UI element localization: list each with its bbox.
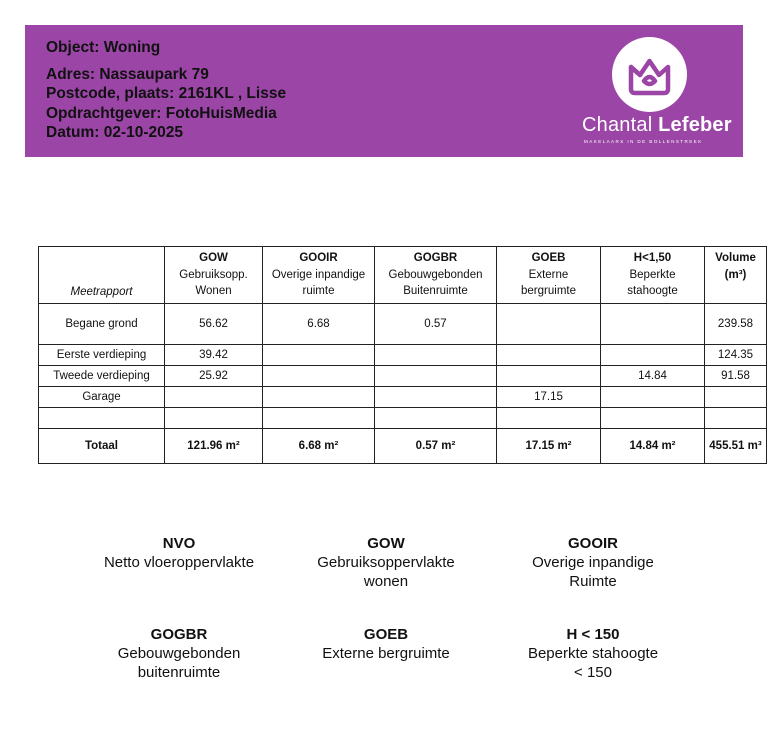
table-row [39,304,767,345]
table-cell [601,387,705,408]
table-cell [165,387,263,408]
legend-nvo: NVO Netto vloeroppervlakte [103,535,255,571]
total-row [39,429,767,464]
brand-tagline: MAKELAARS IN DE BOLLENSTREEK [584,139,703,144]
measurement-table [38,246,767,464]
total-cell: 6.68 m² [263,429,375,464]
table-cell: 6.68 [263,304,375,345]
object-line: Object: Woning [46,39,161,56]
table-cell [497,304,601,345]
legend-goeb: GOEB Externe bergruimte [322,626,450,662]
total-label: Totaal [39,429,165,464]
table-row [39,387,767,408]
table-cell [263,366,375,387]
table-cell [375,366,497,387]
table-cell: 14.84 [601,366,705,387]
row-label: Garage [39,387,165,408]
table-cell [601,408,705,429]
legend-gogbr: GOGBR Gebouwgebonden buitenruimte [117,626,241,681]
legend-gow: GOW Gebruiksoppervlakte wonen [317,535,455,590]
tulip-logo-icon [612,37,687,112]
table-row [39,366,767,387]
address-line: Adres: Nassaupark 79 [46,65,209,83]
total-cell: 455.51 m³ [705,429,767,464]
table-cell [601,304,705,345]
table-cell [497,408,601,429]
client-line: Opdrachtgever: FotoHuisMedia [46,104,277,122]
row-label: Tweede verdieping [39,366,165,387]
header-band [25,25,743,157]
column-header: GOGBR Gebouwgebonden Buitenruimte [375,247,497,304]
row-label: Eerste verdieping [39,345,165,366]
date-line: Datum: 02-10-2025 [46,124,183,141]
brand-name: Chantal Lefeber [582,114,732,136]
table-cell [263,345,375,366]
table-cell [375,345,497,366]
table-cell [497,345,601,366]
table-cell [601,345,705,366]
table-cell: 17.15 [497,387,601,408]
total-cell: 17.15 m² [497,429,601,464]
column-header: Volume (m³) [705,247,767,304]
table-cell [375,408,497,429]
table-header-row [39,247,767,304]
table-cell [705,408,767,429]
table-cell [375,387,497,408]
table-cell: 0.57 [375,304,497,345]
postcode-line: Postcode, plaats: 2161KL , Lisse [46,85,287,102]
total-cell: 14.84 m² [601,429,705,464]
column-header: GOOIR Overige inpandige ruimte [263,247,375,304]
table-row [39,345,767,366]
table-cell [263,408,375,429]
total-cell: 0.57 m² [375,429,497,464]
table-cell: 124.35 [705,345,767,366]
table-cell: 25.92 [165,366,263,387]
column-header: H<1,50 Beperkte stahoogte [601,247,705,304]
table-cell: 39.42 [165,345,263,366]
table-cell [165,408,263,429]
table-cell [705,387,767,408]
column-header: GOW Gebruiksopp. Wonen [165,247,263,304]
table-cell: 91.58 [705,366,767,387]
table-cell: 239.58 [705,304,767,345]
table-row [39,408,767,429]
legend-h150: H < 150 Beperkte stahoogte < 150 [527,626,659,681]
table-cell [497,366,601,387]
table-cell: 56.62 [165,304,263,345]
object-info [46,38,286,143]
meetrapport-label: Meetrapport [39,247,165,304]
column-header: GOEB Externe bergruimte [497,247,601,304]
row-label: Begane grond [39,304,165,345]
legend-gooir: GOOIR Overige inpandige Ruimte [532,535,654,590]
row-label [39,408,165,429]
total-cell: 121.96 m² [165,429,263,464]
table-cell [263,387,375,408]
